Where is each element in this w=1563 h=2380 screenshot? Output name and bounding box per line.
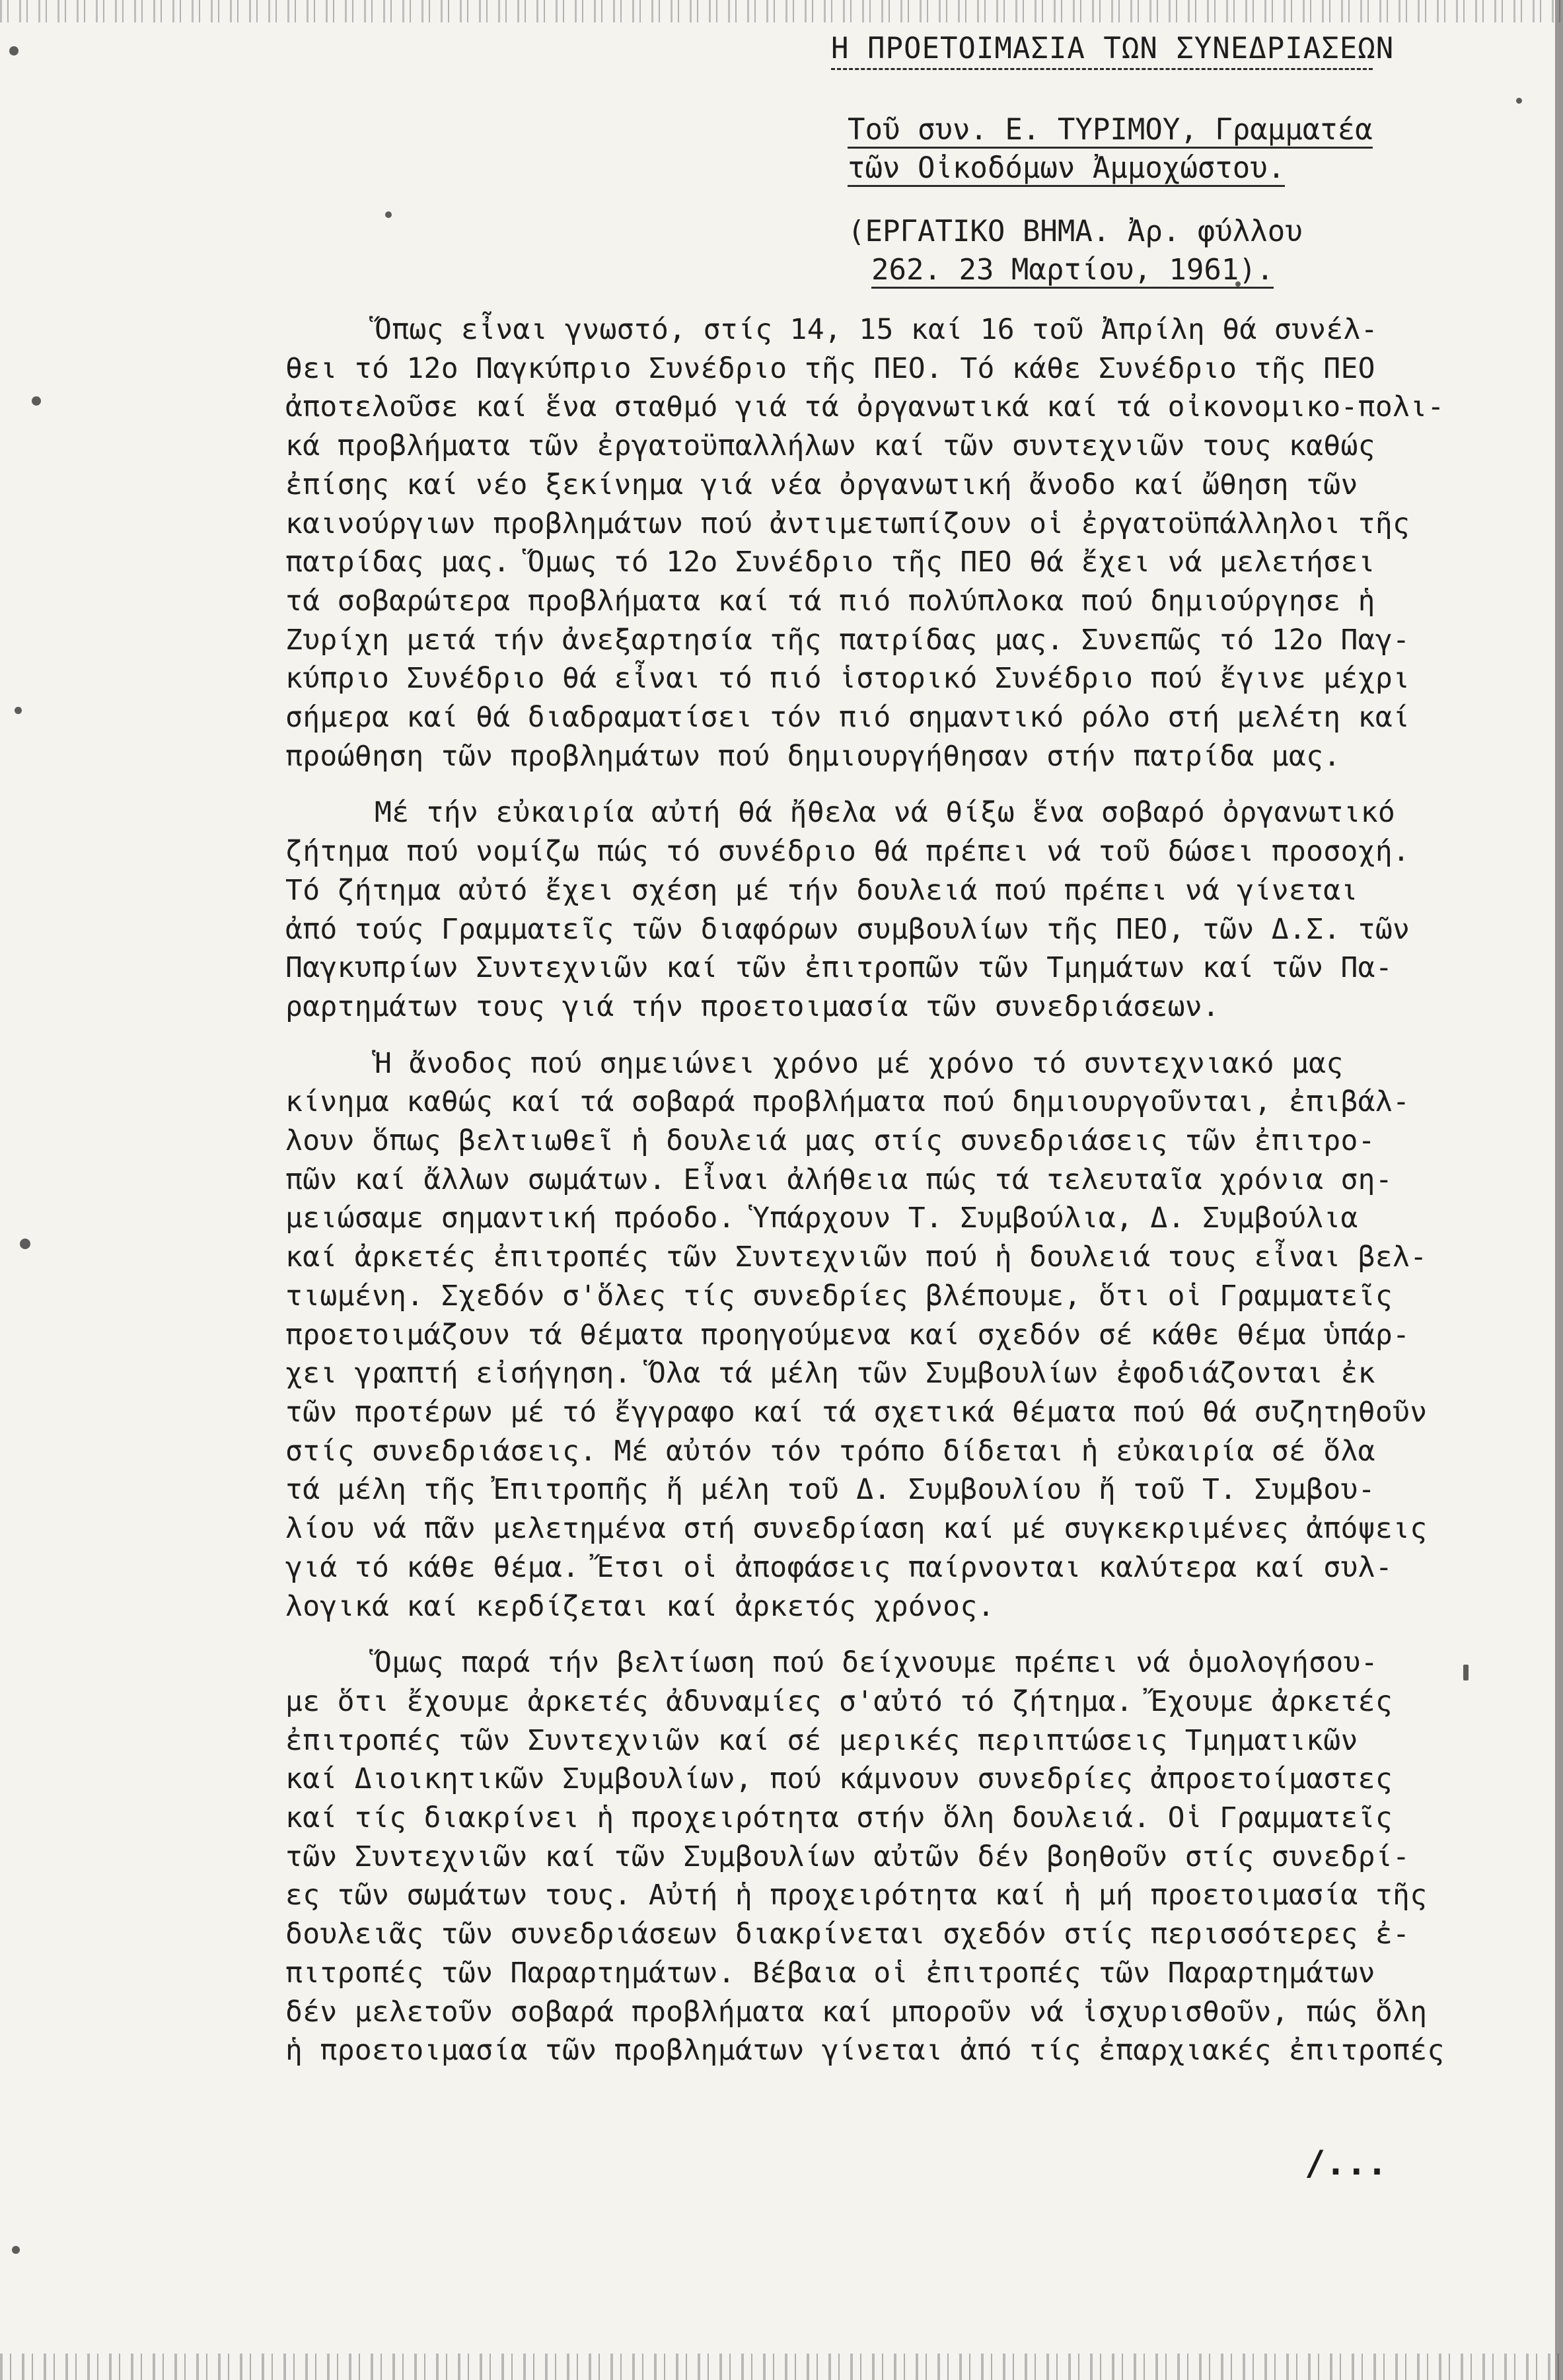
document-title: Η ΠΡΟΕΤΟΙΜΑΣΙΑ ΤΩΝ ΣΥΝΕΔΡΙΑΣΕΩΝ — [831, 32, 1373, 70]
scan-speck — [12, 2246, 20, 2254]
text-line: στίς συνεδριάσεις. Μέ αὐτόν τόν τρόπο δίδεται ἡ εὐκαιρία σέ ὅλα — [285, 1434, 1375, 1468]
scan-edge-top — [0, 0, 1563, 22]
scan-edge-bottom — [0, 2354, 1563, 2380]
text-line: με ὅτι ἔχουμε ἀρκετές ἀδυναμίες σ'αὐτό τό ζήτημα. Ἔχουμε ἀρκετές — [285, 1684, 1393, 1718]
text-line: λίου νά πᾶν μελετημένα στή συνεδρίαση καί μέ συγκεκριμένες ἀπόψεις — [285, 1512, 1428, 1546]
text-line: ἐπίσης καί νέο ξεκίνημα γιά νέα ὀργανωτική ἄνοδο καί ὤθηση τῶν — [285, 468, 1358, 501]
text-line: δέν μελετοῦν σοβαρά προβλήματα καί μποροῦν νά ἰσχυρισθοῦν, πώς ὅλη — [285, 1995, 1428, 2029]
paragraph-4 — [285, 1643, 1461, 2070]
text-line: τιωμένη. Σχεδόν σ'ὅλες τίς συνεδρίες βλέπουμε, ὅτι οἱ Γραμματεῖς — [285, 1279, 1393, 1313]
scan-speck — [15, 707, 22, 714]
paragraph-1 — [285, 310, 1461, 775]
scan-speck — [20, 1239, 30, 1249]
scan-speck — [385, 211, 392, 218]
byline-affiliation: τῶν Οἰκοδόμων Ἀμμοχώστου. — [848, 151, 1285, 187]
text-line: Παγκυπρίων Συντεχνιῶν καί τῶν ἐπιτροπῶν τῶν Τμημάτων καί τῶν Πα- — [285, 951, 1393, 985]
text-line: Ἡ ἄνοδος πού σημειώνει χρόνο μέ χρόνο τό συντεχνιακό μας — [375, 1046, 1344, 1080]
text-line: ραρτημάτων τους γιά τήν προετοιμασία τῶν συνεδριάσεων. — [285, 990, 1220, 1023]
text-line: λουν ὅπως βελτιωθεῖ ἡ δουλειά μας στίς συνεδριάσεις τῶν ἐπιτρο- — [285, 1124, 1375, 1158]
continuation-mark: /... — [1305, 2144, 1388, 2183]
paragraph-2 — [285, 793, 1461, 1026]
source-citation — [848, 213, 1442, 289]
text-line: προώθηση τῶν προβλημάτων πού δημιουργήθησαν στήν πατρίδα μας. — [285, 739, 1341, 773]
text-line: τῶν Συντεχνιῶν καί τῶν Συμβουλίων αὐτῶν δέν βοηθοῦν στίς συνεδρί- — [285, 1840, 1410, 1873]
text-line: τά μέλη τῆς Ἐπιτροπῆς ἤ μέλη τοῦ Δ. Συμβουλίου ἤ τοῦ Τ. Συμβου- — [285, 1473, 1375, 1507]
text-line: σήμερα καί θά διαδραματίσει τόν πιό σημαντικό ρόλο στή μελέτη καί — [285, 701, 1410, 735]
text-line: ἡ προετοιμασία τῶν προβλημάτων γίνεται ἀπό τίς ἐπαρχιακές ἐπιτροπές — [285, 2034, 1445, 2068]
text-line: λογικά καί κερδίζεται καί ἀρκετός χρόνος. — [285, 1589, 995, 1623]
text-line: πατρίδας μας. Ὅμως τό 12ο Συνέδριο τῆς ΠΕΟ θά ἔχει νά μελετήσει — [285, 546, 1375, 579]
text-line: κύπριο Συνέδριο θά εἶναι τό πιό ἱστορικό Συνέδριο πού ἔγινε μέχρι — [285, 662, 1410, 696]
scan-speck — [1516, 98, 1522, 104]
text-line: χει γραπτή εἰσήγηση. Ὅλα τά μέλη τῶν Συμβουλίων ἐφοδιάζονται ἐκ — [285, 1357, 1375, 1390]
text-line: Ὅπως εἶναι γνωστό, στίς 14, 15 καί 16 τοῦ Ἀπρίλη θά συνέλ- — [375, 313, 1378, 346]
text-line: Ζυρίχη μετά τήν ἀνεξαρτησία τῆς πατρίδας μας. Συνεπῶς τό 12ο Παγ- — [285, 623, 1410, 657]
text-line: καί τίς διακρίνει ἡ προχειρότητα στήν ὅλη δουλειά. Οἱ Γραμματεῖς — [285, 1801, 1393, 1835]
scan-speck — [1463, 1665, 1469, 1680]
source-publication: (ΕΡΓΑΤΙΚΟ ΒΗΜΑ. Ἀρ. φύλλου — [848, 215, 1303, 248]
text-line: καί Διοικητικῶν Συμβουλίων, πού κάμνουν συνεδρίες ἀπροετοίμαστες — [285, 1762, 1393, 1796]
text-line: τῶν προτέρων μέ τό ἔγγραφο καί τά σχετικά θέματα πού θά συζητηθοῦν — [285, 1395, 1428, 1429]
article-body — [285, 310, 1461, 2088]
byline-author: Τοῦ συν. Ε. ΤΥΡΙΜΟΥ, Γραμματέα — [848, 113, 1373, 149]
source-issue-date: 262. 23 Μαρτίου, 1961). — [871, 253, 1274, 289]
text-line: ἀποτελοῦσε καί ἕνα σταθμό γιά τά ὀργανωτικά καί τά οἰκονομικο-πολι- — [285, 390, 1445, 424]
scan-speck — [9, 46, 18, 55]
text-line: πιτροπές τῶν Παραρτημάτων. Βέβαια οἱ ἐπιτροπές τῶν Παραρτημάτων — [285, 1956, 1375, 1990]
text-line: Μέ τήν εὐκαιρία αὐτή θά ἤθελα νά θίξω ἕνα σοβαρό ὀργανωτικό — [375, 796, 1396, 830]
text-line: γιά τό κάθε θέμα. Ἔτσι οἱ ἀποφάσεις παίρνονται καλύτερα καί συλ- — [285, 1550, 1393, 1584]
text-line: ζήτημα πού νομίζω πώς τό συνέδριο θά πρέπει νά τοῦ δώσει προσοχή. — [285, 835, 1410, 869]
text-line: Τό ζήτημα αὐτό ἔχει σχέση μέ τήν δουλειά πού πρέπει νά γίνεται — [285, 873, 1358, 907]
text-line: δουλειᾶς τῶν συνεδριάσεων διακρίνεται σχεδόν στίς περισσότερες ἐ- — [285, 1918, 1410, 1951]
text-line: τά σοβαρώτερα προβλήματα καί τά πιό πολύπλοκα πού δημιούργησε ἡ — [285, 584, 1375, 618]
scan-speck — [32, 396, 41, 406]
scan-edge-right — [1555, 0, 1563, 2380]
text-line: Ὅμως παρά τήν βελτίωση πού δείχνουμε πρέπει νά ὁμολογήσου- — [375, 1646, 1378, 1680]
text-line: πῶν καί ἄλλων σωμάτων. Εἶναι ἀλήθεια πώς τά τελευταῖα χρόνια ση- — [285, 1163, 1393, 1196]
text-line: ες τῶν σωμάτων τους. Αὐτή ἡ προχειρότητα καί ἡ μή προετοιμασία τῆς — [285, 1879, 1428, 1912]
text-line: καινούργιων προβλημάτων πού ἀντιμετωπίζουν οἱ ἐργατοϋπάλληλοι τῆς — [285, 507, 1410, 540]
text-line: προετοιμάζουν τά θέματα προηγούμενα καί σχεδόν σέ κάθε θέμα ὑπάρ- — [285, 1318, 1410, 1352]
text-line: κά προβλήματα τῶν ἐργατοϋπαλλήλων καί τῶν συντεχνιῶν τους καθώς — [285, 429, 1375, 463]
text-line: κίνημα καθώς καί τά σοβαρά προβλήματα πού δημιουργοῦνται, ἐπιβάλ- — [285, 1085, 1410, 1119]
text-line: ἀπό τούς Γραμματεῖς τῶν διαφόρων συμβουλίων τῆς ΠΕΟ, τῶν Δ.Σ. τῶν — [285, 912, 1410, 946]
text-line: καί ἀρκετές ἐπιτροπές τῶν Συντεχνιῶν πού ἡ δουλειά τους εἶναι βελ- — [285, 1241, 1428, 1274]
text-line: θει τό 12ο Παγκύπριο Συνέδριο τῆς ΠΕΟ. Τό κάθε Συνέδριο τῆς ΠΕΟ — [285, 351, 1375, 385]
text-line: μειώσαμε σημαντική πρόοδο. Ὑπάρχουν Τ. Συμβούλια, Δ. Συμβούλια — [285, 1202, 1358, 1235]
paragraph-3 — [285, 1044, 1461, 1626]
byline — [848, 111, 1442, 188]
text-line: ἐπιτροπές τῶν Συντεχνιῶν καί σέ μερικές περιπτώσεις Τμηματικῶν — [285, 1723, 1358, 1757]
